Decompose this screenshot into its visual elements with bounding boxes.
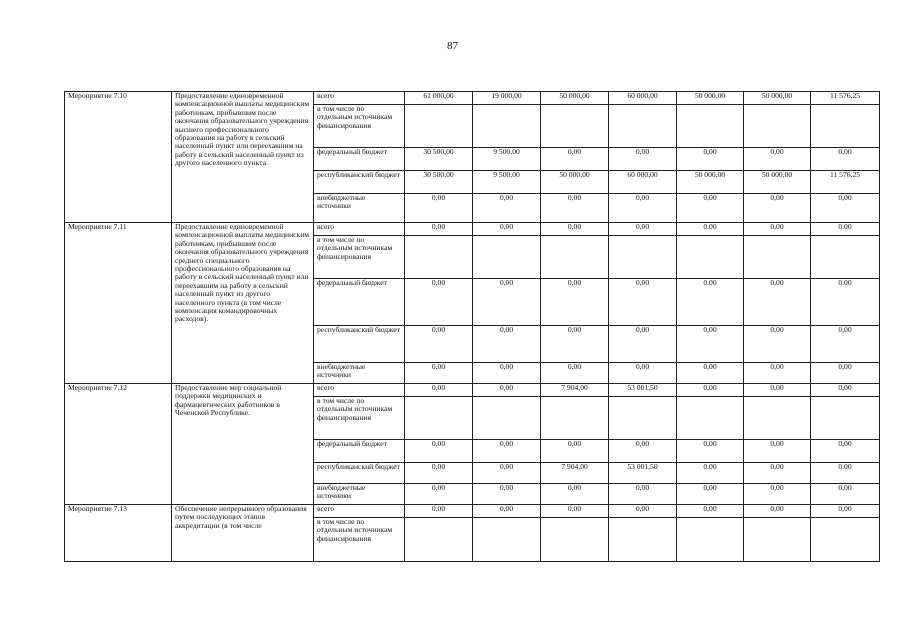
amount-cell — [744, 518, 811, 562]
amount-cell — [744, 397, 811, 440]
amount-cell: 0,00 — [541, 223, 609, 236]
funding-source-label: в том числе по отдельным источникам финансирования — [314, 236, 405, 279]
amount-cell: 0,00 — [811, 484, 880, 505]
amount-cell: 0,00 — [677, 463, 744, 484]
activity-description: Предоставление мер социальной поддержки медицинских и фармацевтических работников в Чеченской Республике. — [172, 384, 314, 505]
funding-source-label: внебюджетные источники — [314, 363, 405, 384]
amount-cell: 0,00 — [677, 484, 744, 505]
amount-cell — [473, 105, 541, 148]
amount-cell: 0,00 — [677, 326, 744, 363]
amount-cell: 0,00 — [473, 505, 541, 518]
funding-source-label: федеральный бюджет — [314, 279, 405, 326]
amount-cell: 0,00 — [811, 148, 880, 171]
amount-cell: 0,00 — [609, 223, 677, 236]
amount-cell: 0,00 — [811, 326, 880, 363]
amount-cell: 0,00 — [473, 463, 541, 484]
amount-cell: 0,00 — [609, 148, 677, 171]
amount-cell: 11 576,25 — [811, 92, 880, 105]
amount-cell: 0,00 — [609, 194, 677, 223]
amount-cell — [677, 105, 744, 148]
amount-cell: 0,00 — [473, 223, 541, 236]
amount-cell: 53 001,50 — [609, 463, 677, 484]
amount-cell: 0,00 — [473, 384, 541, 397]
amount-cell: 0,00 — [677, 194, 744, 223]
funding-source-label: республиканский бюджет — [314, 326, 405, 363]
amount-cell — [405, 105, 473, 148]
amount-cell — [677, 236, 744, 279]
amount-cell: 11 576,25 — [811, 171, 880, 194]
activity-description: Обеспечение непрерывного образования путем последующих этапов аккредитации (в том числе — [172, 505, 314, 562]
amount-cell: 30 500,00 — [405, 148, 473, 171]
amount-cell — [541, 518, 609, 562]
amount-cell — [541, 105, 609, 148]
amount-cell: 0,00 — [811, 384, 880, 397]
amount-cell: 0,00 — [744, 384, 811, 397]
amount-cell: 0,00 — [541, 279, 609, 326]
funding-source-label: всего — [314, 92, 405, 105]
amount-cell — [609, 236, 677, 279]
funding-source-label: внебюджетные источники — [314, 194, 405, 223]
amount-cell: 50 000,00 — [541, 171, 609, 194]
amount-cell: 0,00 — [811, 223, 880, 236]
amount-cell — [405, 236, 473, 279]
amount-cell: 0,00 — [609, 440, 677, 463]
table-row — [65, 92, 880, 105]
amount-cell: 7 904,00 — [541, 384, 609, 397]
amount-cell: 0,00 — [744, 148, 811, 171]
amount-cell: 0,00 — [744, 505, 811, 518]
amount-cell — [677, 397, 744, 440]
amount-cell: 0,00 — [541, 194, 609, 223]
funding-source-label: федеральный бюджет — [314, 440, 405, 463]
funding-source-label: всего — [314, 384, 405, 397]
amount-cell: 0,00 — [609, 279, 677, 326]
funding-source-label: внебюджетные источники — [314, 484, 405, 505]
amount-cell: 0,00 — [405, 279, 473, 326]
amount-cell: 0,00 — [609, 484, 677, 505]
table-row — [65, 505, 880, 518]
amount-cell: 0,00 — [677, 440, 744, 463]
amount-cell: 0,00 — [405, 463, 473, 484]
amount-cell: 0,00 — [405, 440, 473, 463]
amount-cell: 9 500,00 — [473, 171, 541, 194]
amount-cell: 0,00 — [473, 484, 541, 505]
funding-source-label: в том числе по отдельным источникам финансирования — [314, 518, 405, 562]
activity-name: Мероприятие 7.12 — [65, 384, 172, 505]
funding-source-label: республиканский бюджет — [314, 463, 405, 484]
page-number: 87 — [447, 40, 458, 52]
amount-cell: 0,00 — [541, 326, 609, 363]
amount-cell: 0,00 — [541, 440, 609, 463]
amount-cell: 0,00 — [744, 326, 811, 363]
amount-cell — [609, 518, 677, 562]
amount-cell: 0,00 — [609, 326, 677, 363]
amount-cell: 0,00 — [677, 384, 744, 397]
amount-cell: 0,00 — [541, 505, 609, 518]
amount-cell: 0,00 — [677, 363, 744, 384]
amount-cell: 0,00 — [405, 363, 473, 384]
amount-cell — [541, 397, 609, 440]
amount-cell: 0,00 — [744, 484, 811, 505]
funding-table — [64, 91, 880, 562]
amount-cell — [811, 397, 880, 440]
amount-cell: 61 000,00 — [405, 92, 473, 105]
activity-name: Мероприятие 7.11 — [65, 223, 172, 384]
amount-cell: 53 001,50 — [609, 384, 677, 397]
amount-cell: 0,00 — [811, 363, 880, 384]
amount-cell — [541, 236, 609, 279]
amount-cell: 0,00 — [473, 440, 541, 463]
amount-cell: 50 000,00 — [677, 171, 744, 194]
amount-cell — [744, 105, 811, 148]
amount-cell — [473, 518, 541, 562]
amount-cell: 30 500,00 — [405, 171, 473, 194]
activity-name: Мероприятие 7.13 — [65, 505, 172, 562]
activity-name: Мероприятие 7.10 — [65, 92, 172, 223]
amount-cell: 7 904,00 — [541, 463, 609, 484]
amount-cell: 0,00 — [811, 505, 880, 518]
amount-cell: 0,00 — [405, 484, 473, 505]
amount-cell: 0,00 — [405, 194, 473, 223]
amount-cell: 0,00 — [744, 440, 811, 463]
amount-cell: 60 000,00 — [609, 92, 677, 105]
amount-cell: 0,00 — [811, 279, 880, 326]
amount-cell: 0,00 — [405, 384, 473, 397]
amount-cell: 50 000,00 — [744, 171, 811, 194]
amount-cell: 50 000,00 — [541, 92, 609, 105]
amount-cell — [811, 518, 880, 562]
amount-cell: 0,00 — [541, 363, 609, 384]
activity-description: Предоставление единовременной компенсационной выплаты медицинским работникам, прибывшим после окончания образовательного учреждения среднего специального профессионального образования на работу в сельский населенный пункт или переехавшим на работу в сельский населенный пункт из другого населенного пункта (в том числе компенсация командировочных расходов). — [172, 223, 314, 384]
amount-cell: 0,00 — [541, 148, 609, 171]
amount-cell: 0,00 — [473, 326, 541, 363]
amount-cell: 0,00 — [677, 505, 744, 518]
amount-cell: 0,00 — [677, 148, 744, 171]
amount-cell: 9 500,00 — [473, 148, 541, 171]
amount-cell: 60 000,00 — [609, 171, 677, 194]
amount-cell: 50 000,00 — [677, 92, 744, 105]
funding-source-label: всего — [314, 505, 405, 518]
amount-cell: 0,00 — [473, 194, 541, 223]
amount-cell — [811, 236, 880, 279]
amount-cell: 0,00 — [744, 279, 811, 326]
amount-cell: 0,00 — [744, 223, 811, 236]
amount-cell: 0,00 — [609, 505, 677, 518]
amount-cell: 0,00 — [541, 484, 609, 505]
amount-cell — [744, 236, 811, 279]
amount-cell: 19 000,00 — [473, 92, 541, 105]
amount-cell — [677, 518, 744, 562]
funding-source-label: в том числе по отдельным источникам финансирования — [314, 105, 405, 148]
amount-cell: 0,00 — [811, 440, 880, 463]
funding-source-label: республиканский бюджет — [314, 171, 405, 194]
table-row — [65, 223, 880, 236]
amount-cell: 0,00 — [744, 463, 811, 484]
amount-cell: 0,00 — [405, 326, 473, 363]
amount-cell: 0,00 — [405, 223, 473, 236]
funding-source-label: в том числе по отдельным источникам финансирования — [314, 397, 405, 440]
amount-cell — [405, 397, 473, 440]
amount-cell: 50 000,00 — [744, 92, 811, 105]
amount-cell — [473, 236, 541, 279]
funding-source-label: всего — [314, 223, 405, 236]
amount-cell: 0,00 — [609, 363, 677, 384]
amount-cell — [811, 105, 880, 148]
amount-cell: 0,00 — [677, 223, 744, 236]
amount-cell — [405, 518, 473, 562]
amount-cell: 0,00 — [405, 505, 473, 518]
activity-description: Предоставление единовременной компенсационной выплаты медицинским работникам, прибывшим после окончания образовательного учреждения высшего профессионального образования на работу в сельский населенный пункт или переехавшим на работу в сельский населенный пункт из другого населенного пункта. — [172, 92, 314, 223]
amount-cell: 0,00 — [811, 463, 880, 484]
amount-cell — [609, 397, 677, 440]
amount-cell: 0,00 — [811, 194, 880, 223]
funding-source-label: федеральный бюджет — [314, 148, 405, 171]
amount-cell — [609, 105, 677, 148]
table-row — [65, 384, 880, 397]
amount-cell: 0,00 — [744, 363, 811, 384]
amount-cell — [473, 397, 541, 440]
amount-cell: 0,00 — [473, 363, 541, 384]
amount-cell: 0,00 — [473, 279, 541, 326]
amount-cell: 0,00 — [744, 194, 811, 223]
amount-cell: 0,00 — [677, 279, 744, 326]
